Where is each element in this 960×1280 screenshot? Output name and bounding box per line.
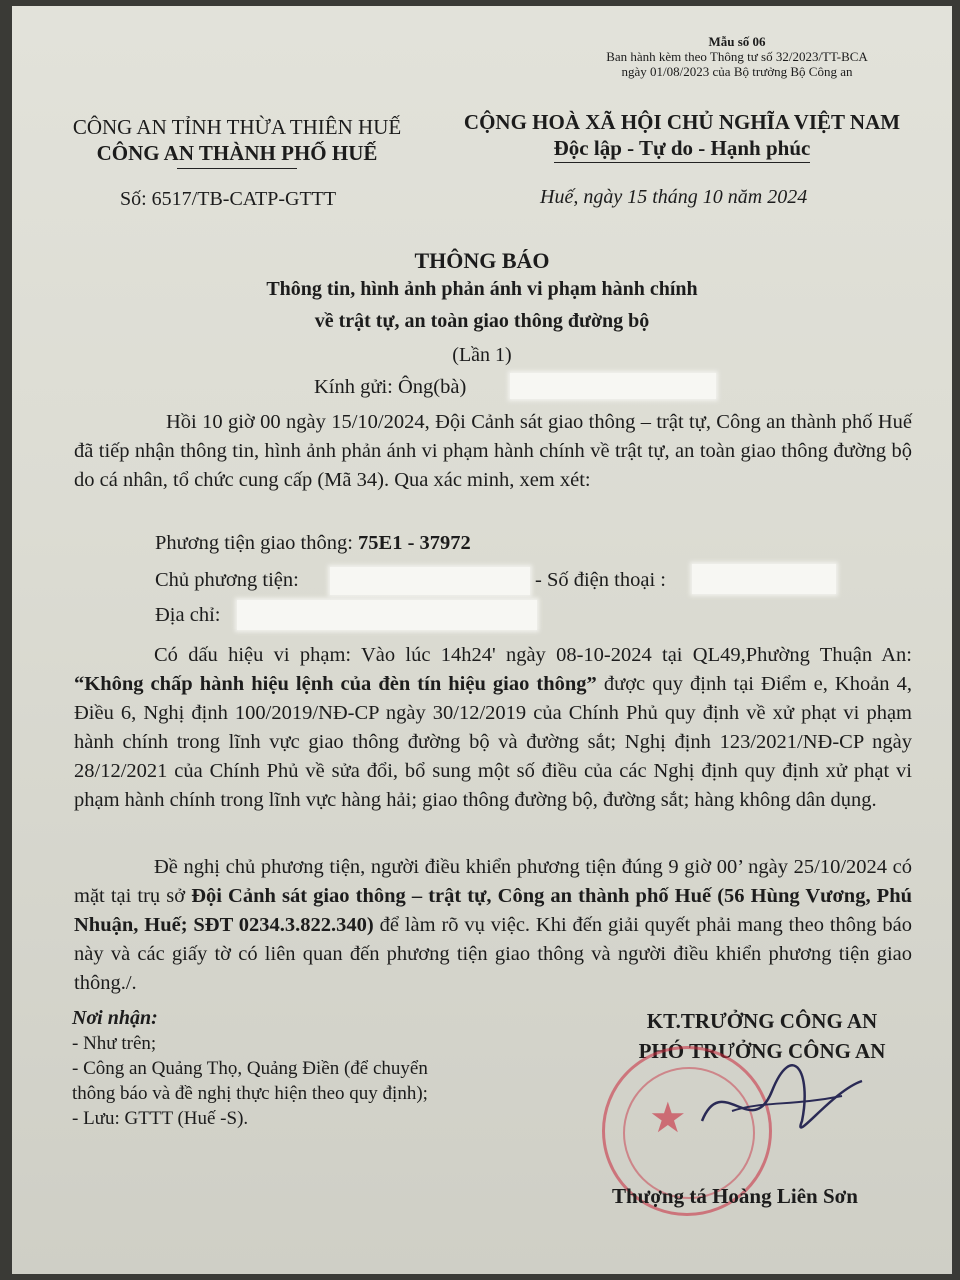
document-date: Huế, ngày 15 tháng 10 năm 2024 [540, 186, 808, 208]
request-rest: để làm rõ vụ việc. Khi đến giải quyết phải mang theo thông báo này và các giấy tờ có liên quan đến phương tiện giao thông và người điều khiển phương tiện giao thông./. [74, 914, 912, 994]
form-issued-line2: ngày 01/08/2023 của Bộ trưởng Bộ Công an [621, 64, 853, 79]
vehicle-plate: 75E1 - 37972 [358, 532, 471, 554]
agency-name: CÔNG AN THÀNH PHỐ HUẾ [96, 141, 378, 165]
address-label: Địa chỉ: [155, 604, 221, 626]
national-title: CỘNG HOÀ XÃ HỘI CHỦ NGHĨA VIỆT NAM [463, 110, 901, 134]
agency-underline [177, 168, 297, 169]
form-issued-line1: Ban hành kèm theo Thông tư số 32/2023/TT-BCA [606, 49, 868, 64]
violation-legal-basis: được quy định tại Điểm e, Khoản 4, Điều 6, Nghị định 100/2019/NĐ-CP ngày 30/12/2019 của Chính Phủ quy định về xử phạt vi phạm hành chính trong lĩnh vực giao thông đường bộ và đường sắt; Nghị định 123/2021/NĐ-CP ngày 28/12/2021 của Chính Phủ về sửa đổi, bổ sung một số điều của các Nghị định quy định xử phạt vi phạm hành chính trong lĩnh vực hàng hải; giao thông đường bộ, đường sắt; hàng không dân dụng. [74, 673, 912, 811]
recipient-item-2b: thông báo và đề nghị thực hiện theo quy định); [72, 1083, 428, 1104]
handwritten-signature [692, 1051, 872, 1151]
request-intro: Đề nghị chủ phương tiện, người điều khiển phương tiện đúng 9 giờ 00’ ngày 25/10/2024 có mặt tại trụ sở [74, 856, 912, 907]
redaction-recipient [510, 373, 716, 399]
recipient-item-1: - Như trên; [72, 1033, 157, 1054]
owner-label: Chủ phương tiện: [155, 569, 299, 591]
recipient-item-2a: - Công an Quảng Thọ, Quảng Điền (để chuyển [72, 1058, 428, 1079]
recipient-item-3: - Lưu: GTTT (Huế -S). [72, 1108, 249, 1129]
form-info [572, 34, 902, 79]
document-page [12, 6, 952, 1274]
document-title: THÔNG BÁO [414, 248, 550, 273]
signer-name: Thượng tá Hoàng Liên Sơn [612, 1184, 858, 1208]
request-place: Đội Cảnh sát giao thông – trật tự, Công an thành phố Huế (56 Hùng Vương, Phú Nhuận, Huế; SĐT 0234.3.822.340) [74, 885, 913, 936]
violation-intro: Có dấu hiệu vi phạm: Vào lúc 14h24' ngày 08-10-2024 tại QL49,Phường Thuận An: [154, 644, 912, 666]
signature-title-1: KT.TRƯỞNG CÔNG AN [646, 1009, 878, 1033]
vehicle-label: Phương tiện giao thông: [155, 532, 359, 554]
redaction-phone [692, 564, 836, 594]
agency-parent: CÔNG AN TỈNH THỪA THIÊN HUẾ [72, 115, 402, 139]
form-number: Mẫu số 06 [708, 34, 766, 49]
notice-round: (Lần 1) [452, 344, 512, 366]
redaction-address [237, 600, 537, 630]
paragraph-intro: Hồi 10 giờ 00 ngày 15/10/2024, Đội Cảnh sát giao thông – trật tự, Công an thành phố Huế đã tiếp nhận thông tin, hình ảnh phản ánh vi phạm hành chính về trật tự, an toàn giao thông đường bộ do cá nhân, tổ chức cung cấp (Mã 34). Qua xác minh, xem xét: [74, 411, 912, 491]
recipients-list [72, 1006, 428, 1131]
national-motto: Độc lập - Tự do - Hạnh phúc [554, 135, 811, 163]
recipient-label: Kính gửi: Ông(bà) [314, 376, 467, 398]
signature-title-2: PHÓ TRƯỞNG CÔNG AN [638, 1039, 886, 1063]
violation-name: “Không chấp hành hiệu lệnh của đèn tín hiệu giao thông” [74, 673, 597, 695]
paragraph-request [74, 853, 912, 998]
address-line [155, 604, 220, 627]
seal-star-icon: ★ [649, 1096, 687, 1142]
document-subtitle-2: về trật tự, an toàn giao thông đường bộ [314, 310, 650, 332]
phone-label: - Số điện thoại : [535, 569, 666, 591]
paragraph-violation [74, 641, 912, 815]
document-number: Số: 6517/TB-CATP-GTTT [120, 188, 337, 210]
national-header [442, 109, 922, 163]
issuing-agency [52, 114, 422, 169]
redaction-owner [330, 567, 530, 595]
owner-line [155, 569, 299, 592]
recipients-heading: Nơi nhận: [72, 1007, 158, 1029]
document-subtitle-1: Thông tin, hình ảnh phản ánh vi phạm hành chính [266, 278, 698, 300]
vehicle-line [155, 532, 471, 555]
recipient-line [314, 376, 466, 399]
